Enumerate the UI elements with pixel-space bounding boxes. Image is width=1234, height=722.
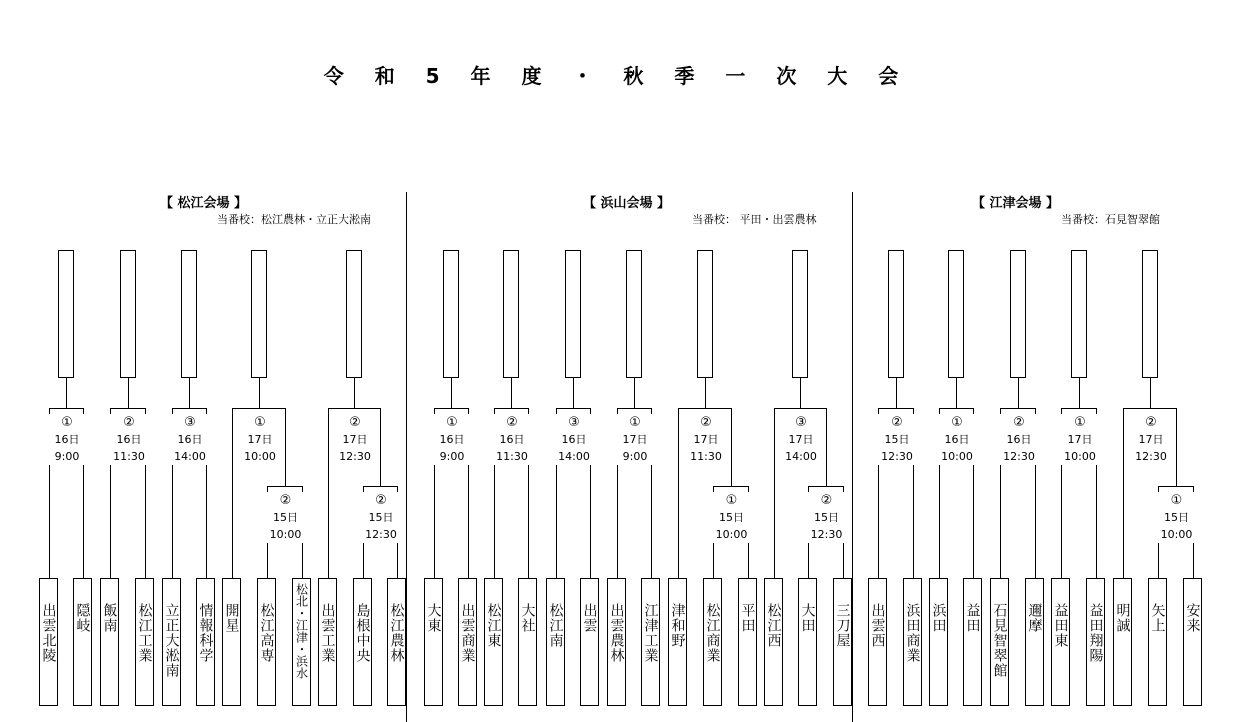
bracket-line — [259, 378, 260, 408]
bracket-line — [285, 408, 286, 486]
team-name: 浜田商業 — [904, 603, 921, 663]
team-box[interactable] — [318, 578, 337, 706]
bracket-line — [232, 408, 233, 578]
team-box[interactable] — [162, 578, 181, 706]
team-box[interactable] — [868, 578, 887, 706]
bracket-line — [354, 378, 355, 408]
match-info-line: 10:00 — [269, 528, 302, 541]
second-round-match-info — [165, 414, 215, 465]
bracket-line — [189, 378, 190, 408]
match-info-line: 12:30 — [339, 450, 371, 463]
match-info-line: 14:00 — [174, 450, 206, 463]
bracket-line — [434, 408, 469, 409]
winner-box[interactable] — [888, 250, 904, 378]
bracket-line — [556, 408, 591, 409]
second-round-match-info — [235, 414, 285, 465]
team-name: 隠岐 — [74, 603, 91, 633]
team-name: 大社 — [519, 603, 536, 633]
match-info-line: 16日 — [499, 433, 525, 446]
match-info-line: 10:00 — [244, 450, 276, 463]
match-info-line: 16日 — [439, 433, 465, 446]
team-box[interactable] — [1148, 578, 1167, 706]
team-name: 津和野 — [669, 603, 686, 648]
winner-box[interactable] — [1071, 250, 1087, 378]
match-info-line: 12:30 — [365, 528, 397, 541]
team-name: 邇摩 — [1026, 603, 1043, 633]
team-name: 益田翔陽 — [1087, 603, 1104, 663]
bracket-line — [713, 486, 749, 487]
venue-divider — [852, 192, 853, 722]
match-info-line: 15日 — [884, 433, 910, 446]
bracket-line — [774, 408, 827, 409]
match-info-line: ① — [951, 415, 963, 430]
match-info-line: ② — [820, 493, 833, 508]
venue-divider — [406, 192, 407, 722]
winner-box[interactable] — [503, 250, 519, 378]
match-info-line: ② — [1145, 415, 1157, 430]
team-box[interactable] — [135, 578, 154, 706]
team-name: 出雲農林 — [608, 603, 625, 663]
team-box[interactable] — [641, 578, 660, 706]
team-box[interactable] — [990, 578, 1009, 706]
team-box[interactable] — [353, 578, 372, 706]
team-name: 松北・江津・浜水 — [294, 583, 309, 679]
venue-hamayama-host: 当番校： 平田・出雲農林 — [692, 213, 817, 226]
winner-box[interactable] — [1010, 250, 1026, 378]
team-box[interactable] — [1086, 578, 1105, 706]
team-name: 松江商業 — [704, 603, 721, 663]
second-round-match-info — [330, 414, 380, 465]
team-name: 松江工業 — [136, 603, 153, 663]
team-name: 情報科学 — [197, 603, 214, 663]
second-round-match-info — [427, 414, 477, 465]
winner-box[interactable] — [626, 250, 642, 378]
winner-box[interactable] — [181, 250, 197, 378]
team-box[interactable] — [222, 578, 241, 706]
second-round-match-info — [42, 414, 92, 465]
team-box[interactable] — [100, 578, 119, 706]
first-round-match-info — [802, 492, 852, 543]
team-box[interactable] — [1051, 578, 1070, 706]
bracket-line — [1061, 408, 1097, 409]
team-name: 松江東 — [485, 603, 502, 648]
match-info-line: ② — [375, 493, 387, 508]
team-box[interactable] — [73, 578, 92, 706]
match-info-line: ② — [123, 415, 135, 430]
team-box[interactable] — [929, 578, 948, 706]
match-info-line: ① — [254, 415, 266, 430]
match-info-line: 16日 — [944, 433, 970, 446]
match-info-line: ② — [279, 493, 292, 508]
venue-gotsu-host: 当番校：石見智翠館 — [1061, 213, 1160, 226]
match-info-line: 11:30 — [113, 450, 145, 463]
match-info-line: 15日 — [1164, 511, 1189, 524]
winner-box[interactable] — [565, 250, 581, 378]
match-info-line: 16日 — [1006, 433, 1032, 446]
match-info-line: 16日 — [54, 433, 80, 446]
bracket-line — [1176, 408, 1177, 486]
match-info-line: ① — [1170, 493, 1183, 508]
bracket-line — [939, 408, 974, 409]
winner-box[interactable] — [948, 250, 964, 378]
venue-gotsu-title: 【 江津会場 】 — [972, 196, 1060, 211]
team-name: 浜田 — [930, 603, 947, 633]
first-round-match-info — [356, 492, 406, 543]
winner-box[interactable] — [346, 250, 362, 378]
match-info-line: ② — [700, 415, 712, 430]
team-name: 石見智翠館 — [991, 603, 1008, 678]
team-box[interactable] — [963, 578, 982, 706]
bracket-line — [956, 378, 957, 408]
match-info-line: 14:00 — [558, 450, 590, 463]
team-box[interactable] — [703, 578, 722, 706]
team-name: 大東 — [425, 603, 442, 633]
team-name: 開星 — [223, 603, 240, 633]
bracket-line — [896, 378, 897, 408]
team-box[interactable] — [764, 578, 783, 706]
winner-box[interactable] — [1142, 250, 1158, 378]
team-name: 大田 — [799, 603, 816, 633]
match-info-line: 11:30 — [690, 450, 722, 463]
team-box[interactable] — [668, 578, 687, 706]
match-info-line: 14:00 — [785, 450, 817, 463]
first-round-match-info — [1152, 492, 1202, 543]
team-box[interactable] — [798, 578, 817, 706]
bracket-line — [731, 408, 732, 486]
match-info-line: ① — [61, 415, 73, 430]
match-info-line: ② — [349, 415, 361, 430]
team-box[interactable] — [1113, 578, 1132, 706]
match-info-line: ① — [1074, 415, 1086, 430]
match-info-line: 16日 — [177, 433, 203, 446]
team-name: 出雲工業 — [319, 603, 336, 663]
team-box[interactable] — [1183, 578, 1202, 706]
bracket-line — [1150, 378, 1151, 408]
team-box[interactable] — [607, 578, 626, 706]
team-box[interactable] — [424, 578, 443, 706]
second-round-match-info — [681, 414, 731, 465]
team-name: 飯南 — [101, 603, 118, 633]
venue-matsue-host: 当番校：松江農林・立正大淞南 — [217, 213, 371, 226]
match-info-line: ② — [506, 415, 518, 430]
second-round-match-info — [776, 414, 826, 465]
bracket-line — [878, 408, 914, 409]
bracket-line — [494, 408, 529, 409]
match-info-line: ① — [446, 415, 458, 430]
bracket-line — [1123, 408, 1177, 409]
team-name: 矢上 — [1149, 603, 1166, 633]
team-box[interactable] — [484, 578, 503, 706]
team-name: 出雲商業 — [459, 603, 476, 663]
bracket-line — [110, 408, 146, 409]
team-box[interactable] — [458, 578, 477, 706]
match-info-line: 10:00 — [1160, 528, 1193, 541]
bracket-line — [573, 378, 574, 408]
winner-box[interactable] — [251, 250, 267, 378]
match-info-line: 17日 — [788, 433, 814, 446]
team-name: 安来 — [1184, 603, 1201, 633]
bracket-line — [705, 378, 706, 408]
match-info-line: 9:00 — [439, 450, 465, 463]
match-info-line: 12:30 — [1003, 450, 1035, 463]
match-info-line: ① — [725, 493, 738, 508]
match-info-line: ② — [891, 415, 903, 430]
venue-hamayama-title: 【 浜山会場 】 — [583, 196, 671, 211]
match-info-line: 16日 — [561, 433, 587, 446]
match-info-line: 10:00 — [941, 450, 973, 463]
team-name: 松江高専 — [258, 603, 275, 663]
team-name: 松江西 — [765, 603, 782, 648]
winner-box[interactable] — [697, 250, 713, 378]
match-info-line: 15日 — [368, 511, 394, 524]
match-info-line: ③ — [795, 415, 807, 430]
team-box[interactable] — [518, 578, 537, 706]
bracket-line — [49, 408, 84, 409]
winner-box[interactable] — [120, 250, 136, 378]
winner-box[interactable] — [58, 250, 74, 378]
first-round-match-info — [261, 492, 311, 543]
team-name: 益田東 — [1052, 603, 1069, 648]
bracket-line — [1123, 408, 1124, 578]
second-round-match-info — [932, 414, 982, 465]
team-box[interactable] — [738, 578, 757, 706]
bracket-line — [451, 378, 452, 408]
bracket-line — [128, 378, 129, 408]
second-round-match-info — [994, 414, 1044, 465]
bracket-line — [634, 378, 635, 408]
second-round-match-info — [549, 414, 599, 465]
team-name: 松江南 — [547, 603, 564, 648]
second-round-match-info — [610, 414, 660, 465]
team-box[interactable] — [387, 578, 406, 706]
match-info-line: 17日 — [693, 433, 719, 446]
team-name: 出雲 — [581, 603, 598, 633]
match-info-line: ② — [1013, 415, 1025, 430]
bracket-line — [800, 378, 801, 408]
team-name: 江津工業 — [642, 603, 659, 663]
bracket-line — [66, 378, 67, 408]
bracket-line — [380, 408, 381, 486]
bracket-line — [328, 408, 329, 578]
match-info-line: 15日 — [719, 511, 744, 524]
bracket-line — [1158, 486, 1194, 487]
match-info-line: 17日 — [1138, 433, 1164, 446]
match-info-line: ③ — [184, 415, 196, 430]
team-name: 平田 — [739, 603, 756, 633]
bracket-line — [617, 408, 652, 409]
match-info-line: 9:00 — [622, 450, 648, 463]
second-round-match-info — [104, 414, 154, 465]
team-box[interactable] — [903, 578, 922, 706]
team-name: 松江農林 — [388, 603, 405, 663]
bracket-line — [774, 408, 775, 578]
bracket-line — [172, 408, 207, 409]
team-box[interactable] — [546, 578, 565, 706]
match-info-line: 12:30 — [1135, 450, 1167, 463]
match-info-line: 12:30 — [810, 528, 843, 541]
team-box[interactable] — [292, 578, 311, 706]
match-info-line: 17日 — [247, 433, 273, 446]
bracket-line — [363, 486, 398, 487]
match-info-line: 17日 — [1067, 433, 1093, 446]
bracket-line — [678, 408, 679, 578]
first-round-match-info — [707, 492, 757, 543]
match-info-line: ③ — [568, 415, 580, 430]
bracket-line — [1000, 408, 1036, 409]
match-info-line: 10:00 — [1064, 450, 1096, 463]
second-round-match-info — [1126, 414, 1176, 465]
team-name: 明誠 — [1114, 603, 1131, 633]
team-name: 島根中央 — [354, 603, 371, 663]
match-info-line: 11:30 — [496, 450, 528, 463]
bracket-line — [328, 408, 381, 409]
second-round-match-info — [487, 414, 537, 465]
bracket-line — [511, 378, 512, 408]
team-name: 出雲西 — [869, 603, 886, 648]
team-name: 三刀屋 — [834, 603, 851, 648]
match-info-line: 10:00 — [715, 528, 748, 541]
match-info-line: 15日 — [814, 511, 839, 524]
team-box[interactable] — [833, 578, 852, 706]
team-name: 出雲北陵 — [40, 603, 57, 663]
match-info-line: 15日 — [273, 511, 298, 524]
match-info-line: 16日 — [116, 433, 142, 446]
team-box[interactable] — [580, 578, 599, 706]
page-title: 令 和 5 年 度 ・ 秋 季 一 次 大 会 — [323, 64, 911, 88]
team-box[interactable] — [257, 578, 276, 706]
bracket-line — [808, 486, 844, 487]
second-round-match-info — [1055, 414, 1105, 465]
team-box[interactable] — [1025, 578, 1044, 706]
winner-box[interactable] — [443, 250, 459, 378]
match-info-line: 17日 — [622, 433, 648, 446]
bracket-line — [1018, 378, 1019, 408]
bracket-line — [267, 486, 303, 487]
match-info-line: 12:30 — [881, 450, 913, 463]
venue-matsue-title: 【 松江会場 】 — [160, 196, 248, 211]
match-info-line: ① — [629, 415, 641, 430]
winner-box[interactable] — [792, 250, 808, 378]
match-info-line: 17日 — [342, 433, 368, 446]
second-round-match-info — [872, 414, 922, 465]
team-box[interactable] — [196, 578, 215, 706]
team-box[interactable] — [39, 578, 58, 706]
bracket-line — [678, 408, 732, 409]
match-info-line: 9:00 — [54, 450, 80, 463]
bracket-line — [826, 408, 827, 486]
team-name: 立正大淞南 — [163, 603, 180, 678]
bracket-line — [232, 408, 286, 409]
team-name: 益田 — [964, 603, 981, 633]
bracket-line — [1079, 378, 1080, 408]
